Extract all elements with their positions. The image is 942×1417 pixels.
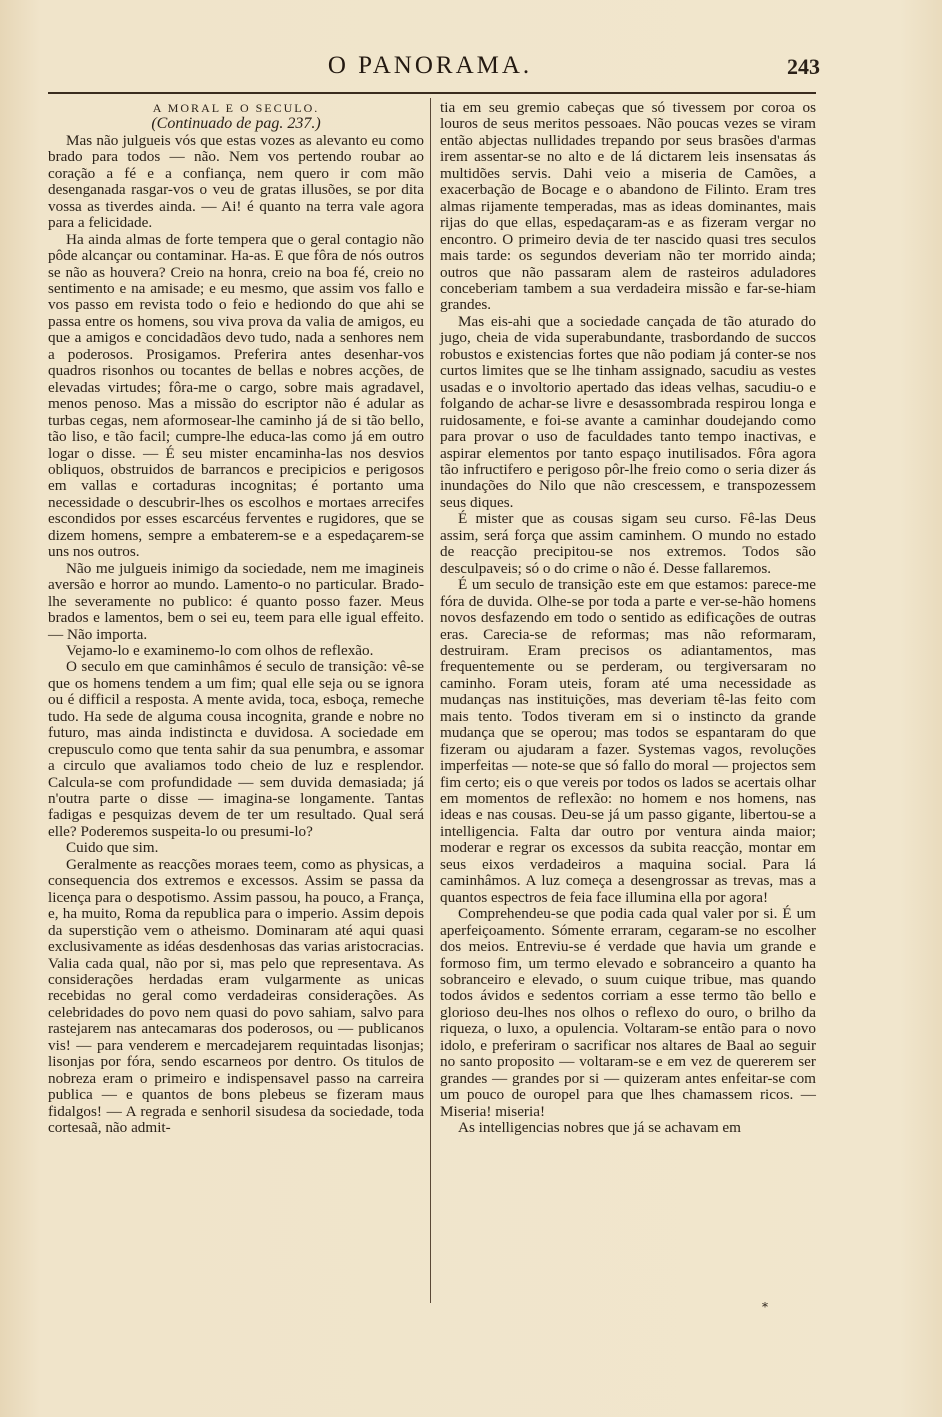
signature-mark: *: [762, 1300, 768, 1314]
paragraph: Vejamo-lo e examinemo-lo com olhos de reflexão.: [66, 641, 374, 659]
paragraph: Comprehendeu-se que podia cada qual valer por si. É um aperfeiçoamento. Sómente erraram, cegaram-se no escolher dos meios. Entreviu-se é verdade que havia um grande e formoso fim, um termo elevado e sobranceiro a quanto ha sobranceiro e elevado, o suum cuique tribue, mas quando todos ávidos e sedentos corriam a esse termo tão bello e glorioso deu-lhes nos olhos o reflexo do ouro, o brilho da riqueza, o luxo, a opulencia. Voltaram-se então para o novo idolo, e preferiram o sacrificar nos altares de Baal ao seguir no santo proposito — voltaram-se e em vez de quererem ser grandes — grandes por si — quizeram antes enfeitar-se com um pouco de ouropel para que lhes chamassem ricos. — Miseria! miseria!: [440, 905, 816, 1120]
paragraph: tia em seu gremio cabeças que só tivessem por coroa os louros de seus meritos pessoaes. Não poucas vezes se viram então abjectas nullidades trepando por seus brasões d'armas irem assentar-se no alto e de lá dictarem leis insensatas ás multidões servis. Dahi veio a miseria de Camões, a exacerbação de Bocage e o abandono de Filinto. Eram tres almas rijamente temperadas, mas as ideas dominantes, mais rijas do que ellas, espedaçaram-as e as fizeram vergar no encontro. O primeiro devia de ter nascido quasi tres seculos mais tarde: os segundos deveriam não ter morrido ainda; outros que não passaram alem de rasteiros aduladores conceberiam tambem a sua verdadeira missão e far-se-hiam grandes.: [440, 99, 816, 314]
paragraph: É mister que as cousas sigam seu curso. Fê-las Deus assim, será força que assim caminhem. O mundo no estado de reacção precipitou-se nos extremos. Todos são desculpaveis; só o do crime o não é. Desse fallaremos.: [440, 510, 816, 577]
paragraph: Mas eis-ahi que a sociedade cançada de tão aturado do jugo, cheia de vida superabundante, trasbordando de succos robustos e existencias fortes que não podiam já conter-se nos curtos limites que se lhe tinham assignado, sacudiu as vestes usadas e o involtorio apertado das ideas velhas, sacudiu-o e folgando de achar-se livre e desassombrada respirou longa e ruidosamente, e foi-se avante a caminhar doudejando como para provar o uso de faculdades tanto tempo inactivas, e aspirar elementos por tanto espaço inutilisados. Fôra agora tão infructifero e perigoso pôr-lhe freio como o seria dizer ás inundações do Nilo que não crescessem, e transpozessem seus diques.: [440, 312, 816, 511]
header-rule: [48, 92, 816, 94]
paragraph: As intelligencias nobres que já se achavam em: [458, 1119, 741, 1137]
paragraph: É um seculo de transição este em que estamos: parece-me fóra de duvida. Olhe-se por toda a parte e ver-se-hão homens novos desfazendo em todo o sentido as edificações de outras eras. Carecia-se de reformas; mas não reformaram, destruiram. Eram precisos os adiantamentos, mas frequentemente ou se perderam, ou tergiversaram no caminho. Foram uteis, foram até uma necessidade as mudanças nas instituições, mas deveriam tê-las feito com mais tento. Todos tiveram em si o instincto da grande mudança que se operou; mas todos se espantaram do que fizeram ou ajudaram a fazer. Systemas vagos, revoluções imperfeitas — note-se que só fallo do moral — projectos sem fim certo; eis o que vereis por todos os lados se acertais olhar em momentos de reflexão: no homem e nos homens, nas ideas e nas cousas. Deu-se já um passo gigante, libertou-se a intelligencia. Falta dar outro por ventura ainda maior; moderar e regrar os excessos da subita reacção, montar em seus eixos verdadeiros a maquina social. Para lá caminhâmos. A luz começa a desengrossar as trevas, mas a quantos espectros de feia face illumina ella por agora!: [440, 576, 816, 906]
article-subtitle: (Continuado de pag. 237.): [151, 115, 321, 133]
paragraph: Geralmente as reacções moraes teem, como as physicas, a consequencia dos extremos e excessos. Assim se passa da licença para o despotismo. Assim passou, ha pouco, a França, e, ha muito, Roma da republica para o imperio. Assim depois da superstição vem o atheismo. Dominaram até aqui quasi exclusivamente as idéas desdenhosas das varias aristocracias. Valia cada qual, não por si, mas pelo que representava. As considerações herdadas eram vulgarmente as unicas recebidas no geral como verdadeiras considerações. As celebridades do povo nem quasi do povo sahiam, salvo para rastejarem nas antecamaras dos poderosos, ou — publicanos vis! — para venderem e mercadejarem requintadas lisonjas; lisonjas por fóra, sendo escarneos por dentro. Os titulos de nobreza eram o primeiro e indispensavel passo na carreira publica — e quantos de bons plebeus se fizeram maus fidalgos! — A regrada e senhoril sisudesa da sociedade, toda cortesaã, não admit-: [48, 855, 424, 1137]
article-title: A MORAL E O SECULO.: [152, 101, 320, 115]
paragraph: Cuido que sim.: [66, 839, 159, 857]
paragraph: Ha ainda almas de forte tempera que o geral contagio não pôde alcançar ou contaminar. Ha-as. E que fôra de nós outros se não as houvera? Creio na honra, creio na boa fé, creio no sentimento e na amisade; e eu mesmo, que assim vos fallo e vos passo em revista todo o feio e hediondo do que ahi se passa entre os homens, sou viva prova da valia de amigos, eu que a amigos e concidadãos devo tudo, nada a senhores nem a poderosos. Prosigamos. Preferira antes desenhar-vos quadros risonhos ou tocantes de bellas e nobres acções, de elevadas virtudes; fôra-me o cargo, sobre mais agradavel, menos penoso. Mas a missão do escriptor não é adular as turbas cegas, nem aformosear-lhe caminho já de si tão bello, tão liso, e tão facil; cumpre-lhe educa-las como já em outro logar o disse. — É seu mister encaminha-las nos desvios obliquos, obstruidos de barrancos e precipicios e perigosos em vallas e cortaduras incognitas; é portanto uma necessidade o descubrir-lhes os escolhos e mortaes arrecifes escondidos por esses escarcéus ferventes e rugidores, que se dizem homens, sempre a embaterem-se e a espedaçarem-se uns nos outros.: [48, 230, 424, 561]
paragraph: Mas não julgueis vós que estas vozes as alevanto eu como brado para todos — não. Nem vos pertendo roubar ao coração a fé e a confiança, nem quero ir com mão desenganada rasgar-vos o veu de gratas illusões, se por dita vossa as tiverdes ainda. — Ai! é quanto na terra vale agora para a felicidade.: [48, 131, 424, 232]
page-header: [40, 52, 820, 86]
masthead-title: O PANORAMA.: [327, 52, 533, 79]
left-column: [48, 100, 424, 1137]
column-divider: [430, 98, 431, 1303]
page-number: 243: [787, 54, 820, 79]
right-column: [440, 100, 816, 1137]
paragraph: O seculo em que caminhâmos é seculo de transição: vê-se que os homens tendem a um fim; qual elle seja ou se ignora ou é difficil a resposta. A mente avida, toca, esboça, remeche tudo. Ha sede de alguma cousa incognita, grande e nobre no futuro, mas ainda indistincta e duvidosa. A sociedade em crepusculo como que tenta sahir da sua penumbra, e assomar a circulo que avaliamos todo cheio de luz e resplendor. Calcula-se com profundidade — sem duvida demasiada; já n'outra parte o disse — imagina-se longamente. Tantas fadigas e pesquizas devem de ter um resultado. Qual será elle? Poderemos suspeita-lo ou presumi-lo?: [48, 658, 424, 840]
paragraph: Não me julgueis inimigo da sociedade, nem me imagineis aversão e horror ao mundo. Lamento-o no particular. Brado-lhe severamente no publico: é quanto posso fazer. Meus brados e lamentos, bem o sei eu, teem para elle igual effeito. — Não importa.: [48, 559, 424, 643]
